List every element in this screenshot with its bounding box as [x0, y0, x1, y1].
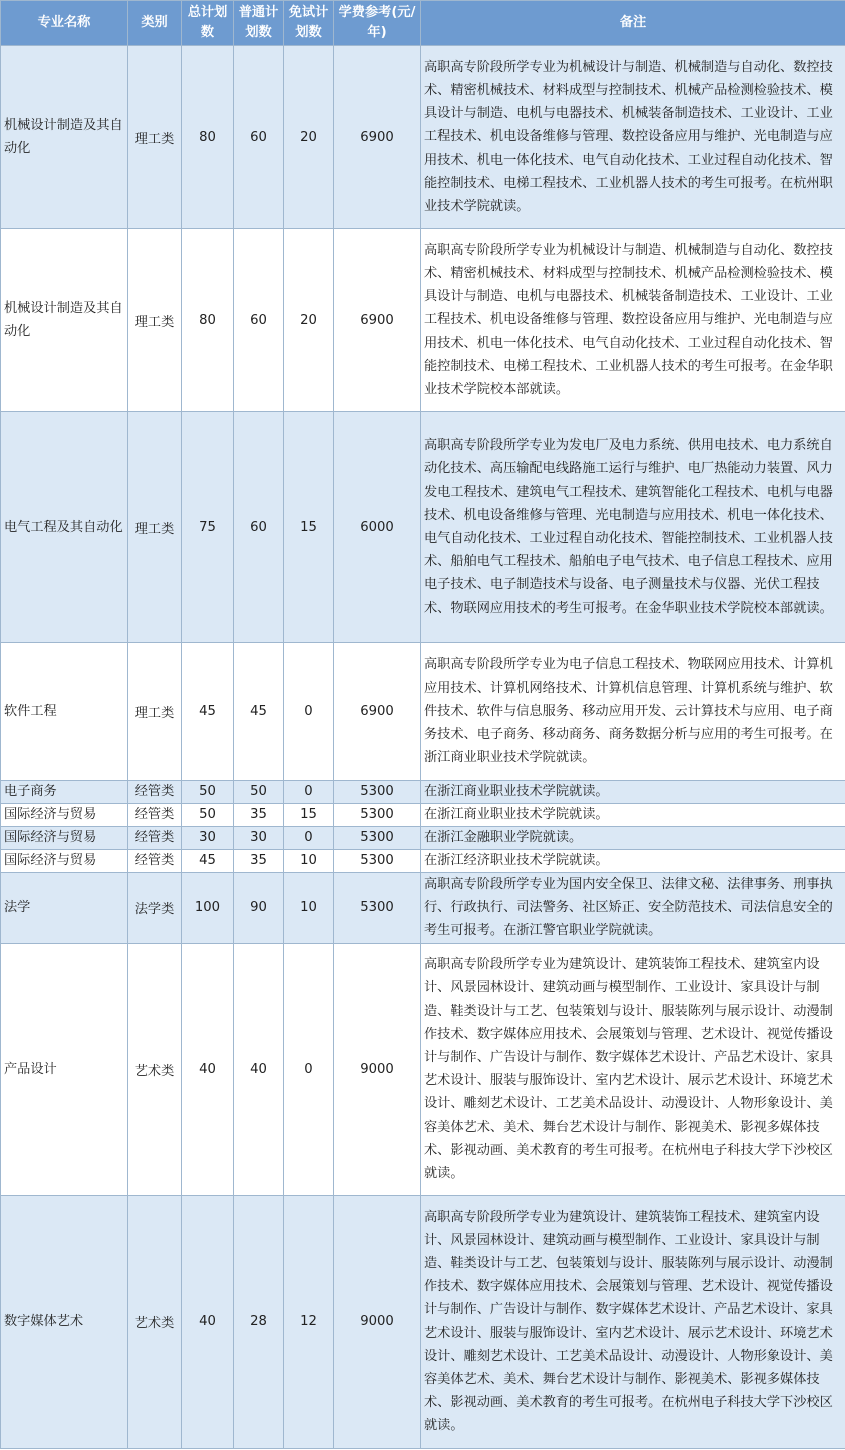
major-category: 法学类 [128, 873, 182, 944]
total-plan: 45 [182, 850, 234, 873]
header-tuition: 学费参考(元/年) [334, 1, 421, 46]
regular-plan: 60 [234, 46, 284, 229]
note: 在浙江金融职业学院就读。 [421, 827, 845, 850]
regular-plan: 30 [234, 827, 284, 850]
total-plan: 30 [182, 827, 234, 850]
total-plan: 75 [182, 412, 234, 643]
tuition: 5300 [334, 781, 421, 804]
note: 高职高专阶段所学专业为发电厂及电力系统、供用电技术、电力系统自动化技术、高压输配电线路施工运行与维护、电厂热能动力装置、风力发电工程技术、建筑电气工程技术、建筑智能化工程技术、电机与电器技术、机电设备维修与管理、光电制造与应用技术、机电一体化技术、电气自动化技术、工业过程自动化技术、智能控制技术、工业机器人技术、船舶电气工程技术、船舶电子电气技术、电子信息工程技术、应用电子技术、电子制造技术与设备、电子测量技术与仪器、光伏工程技术、物联网应用技术的考生可报考。在金华职业技术学院校本部就读。 [421, 412, 845, 643]
note: 高职高专阶段所学专业为机械设计与制造、机械制造与自动化、数控技术、精密机械技术、材料成型与控制技术、机械产品检测检验技术、模具设计与制造、电机与电器技术、机械装备制造技术、工业设计、工业工程技术、机电设备维修与管理、数控设备应用与维护、光电制造与应用技术、机电一体化技术、电气自动化技术、工业过程自动化技术、智能控制技术、电梯工程技术、工业机器人技术的考生可报考。在杭州职业技术学院就读。 [421, 46, 845, 229]
table-row [1, 412, 845, 643]
major-category: 经管类 [128, 850, 182, 873]
major-name: 国际经济与贸易 [1, 850, 128, 873]
total-plan: 50 [182, 781, 234, 804]
total-plan: 45 [182, 643, 234, 781]
note: 在浙江经济职业技术学院就读。 [421, 850, 845, 873]
table-row [1, 1195, 845, 1448]
header-exempt-plan: 免试计划数 [284, 1, 334, 46]
note: 高职高专阶段所学专业为建筑设计、建筑装饰工程技术、建筑室内设计、风景园林设计、建筑动画与模型制作、工业设计、家具设计与制造、鞋类设计与工艺、包装策划与设计、服装陈列与展示设计、动漫制作技术、数字媒体应用技术、会展策划与管理、艺术设计、视觉传播设计与制作、广告设计与制作、数字媒体艺术设计、产品艺术设计、家具艺术设计、服装与服饰设计、室内艺术设计、展示艺术设计、环境艺术设计、雕刻艺术设计、工艺美术品设计、动漫设计、人物形象设计、美容美体艺术、美术、舞台艺术设计与制作、影视美术、影视多媒体技术、影视动画、美术教育的考生可报考。在杭州电子科技大学下沙校区就读。 [421, 943, 845, 1195]
header-major-name: 专业名称 [1, 1, 128, 46]
exempt-plan: 0 [284, 781, 334, 804]
major-name: 国际经济与贸易 [1, 804, 128, 827]
tuition: 6900 [334, 643, 421, 781]
table-row [1, 873, 845, 944]
major-category: 经管类 [128, 781, 182, 804]
major-name: 电气工程及其自动化 [1, 412, 128, 643]
total-plan: 50 [182, 804, 234, 827]
major-name: 产品设计 [1, 943, 128, 1195]
major-name: 法学 [1, 873, 128, 944]
tuition: 5300 [334, 850, 421, 873]
tuition: 5300 [334, 873, 421, 944]
exempt-plan: 0 [284, 827, 334, 850]
regular-plan: 60 [234, 229, 284, 412]
table-row [1, 781, 845, 804]
major-category: 经管类 [128, 827, 182, 850]
tuition: 9000 [334, 1195, 421, 1448]
major-name: 软件工程 [1, 643, 128, 781]
major-category: 理工类 [128, 229, 182, 412]
regular-plan: 35 [234, 804, 284, 827]
regular-plan: 28 [234, 1195, 284, 1448]
tuition: 6900 [334, 46, 421, 229]
exempt-plan: 0 [284, 943, 334, 1195]
table-row [1, 643, 845, 781]
total-plan: 80 [182, 46, 234, 229]
major-name: 国际经济与贸易 [1, 827, 128, 850]
note: 在浙江商业职业技术学院就读。 [421, 781, 845, 804]
major-category: 艺术类 [128, 1195, 182, 1448]
regular-plan: 50 [234, 781, 284, 804]
major-category: 理工类 [128, 412, 182, 643]
major-category: 艺术类 [128, 943, 182, 1195]
table-row [1, 46, 845, 229]
table-row [1, 804, 845, 827]
tuition: 5300 [334, 804, 421, 827]
exempt-plan: 15 [284, 804, 334, 827]
table-header-row [1, 1, 845, 46]
major-category: 理工类 [128, 46, 182, 229]
header-note: 备注 [421, 1, 845, 46]
header-category: 类别 [128, 1, 182, 46]
total-plan: 100 [182, 873, 234, 944]
total-plan: 40 [182, 943, 234, 1195]
regular-plan: 90 [234, 873, 284, 944]
major-name: 机械设计制造及其自动化 [1, 229, 128, 412]
table-row [1, 827, 845, 850]
exempt-plan: 0 [284, 643, 334, 781]
table-row [1, 229, 845, 412]
note: 高职高专阶段所学专业为建筑设计、建筑装饰工程技术、建筑室内设计、风景园林设计、建筑动画与模型制作、工业设计、家具设计与制造、鞋类设计与工艺、包装策划与设计、服装陈列与展示设计、动漫制作技术、数字媒体应用技术、会展策划与管理、艺术设计、视觉传播设计与制作、广告设计与制作、数字媒体艺术设计、产品艺术设计、家具艺术设计、服装与服饰设计、室内艺术设计、展示艺术设计、环境艺术设计、雕刻艺术设计、工艺美术品设计、动漫设计、人物形象设计、美容美体艺术、美术、舞台艺术设计与制作、影视美术、影视多媒体技术、影视动画、美术教育的考生可报考。在杭州电子科技大学下沙校区就读。 [421, 1195, 845, 1448]
major-name: 数字媒体艺术 [1, 1195, 128, 1448]
major-name: 机械设计制造及其自动化 [1, 46, 128, 229]
exempt-plan: 15 [284, 412, 334, 643]
exempt-plan: 10 [284, 873, 334, 944]
note: 高职高专阶段所学专业为国内安全保卫、法律文秘、法律事务、刑事执行、行政执行、司法警务、社区矫正、安全防范技术、司法信息安全的考生可报考。在浙江警官职业学院就读。 [421, 873, 845, 944]
regular-plan: 35 [234, 850, 284, 873]
note: 高职高专阶段所学专业为电子信息工程技术、物联网应用技术、计算机应用技术、计算机网络技术、计算机信息管理、计算机系统与维护、软件技术、软件与信息服务、移动应用开发、云计算技术与应用、电子商务技术、电子商务、移动商务、商务数据分析与应用的考生可报考。在浙江商业职业技术学院就读。 [421, 643, 845, 781]
tuition: 5300 [334, 827, 421, 850]
note: 高职高专阶段所学专业为机械设计与制造、机械制造与自动化、数控技术、精密机械技术、材料成型与控制技术、机械产品检测检验技术、模具设计与制造、电机与电器技术、机械装备制造技术、工业设计、工业工程技术、机电设备维修与管理、数控设备应用与维护、光电制造与应用技术、机电一体化技术、电气自动化技术、工业过程自动化技术、智能控制技术、电梯工程技术、工业机器人技术的考生可报考。在金华职业技术学院校本部就读。 [421, 229, 845, 412]
header-total-plan: 总计划数 [182, 1, 234, 46]
table-row [1, 850, 845, 873]
exempt-plan: 20 [284, 46, 334, 229]
exempt-plan: 12 [284, 1195, 334, 1448]
total-plan: 80 [182, 229, 234, 412]
table-row [1, 943, 845, 1195]
major-category: 经管类 [128, 804, 182, 827]
tuition: 6900 [334, 229, 421, 412]
exempt-plan: 20 [284, 229, 334, 412]
regular-plan: 45 [234, 643, 284, 781]
tuition: 6000 [334, 412, 421, 643]
major-name: 电子商务 [1, 781, 128, 804]
regular-plan: 40 [234, 943, 284, 1195]
note: 在浙江商业职业技术学院就读。 [421, 804, 845, 827]
regular-plan: 60 [234, 412, 284, 643]
tuition: 9000 [334, 943, 421, 1195]
header-regular-plan: 普通计划数 [234, 1, 284, 46]
major-category: 理工类 [128, 643, 182, 781]
total-plan: 40 [182, 1195, 234, 1448]
exempt-plan: 10 [284, 850, 334, 873]
